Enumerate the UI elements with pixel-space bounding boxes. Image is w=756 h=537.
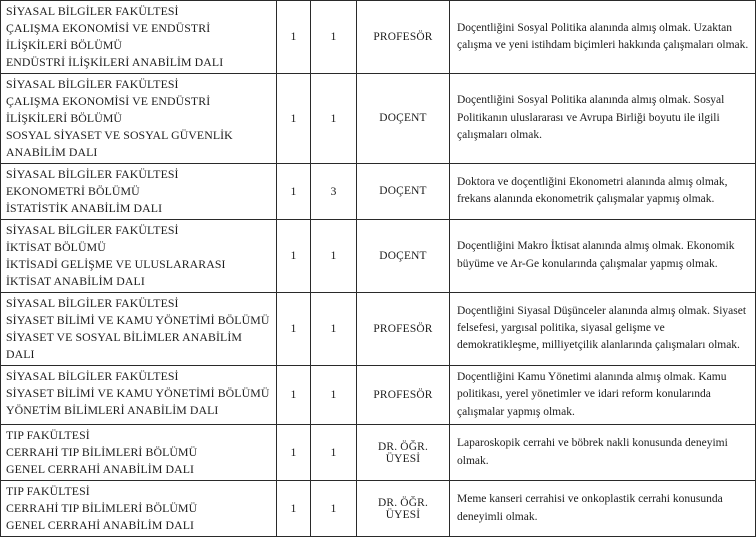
grade-cell: 1 xyxy=(277,73,311,163)
department-name: ÇALIŞMA EKONOMİSİ VE ENDÜSTRİ İLİŞKİLERİ BÖLÜMÜ xyxy=(6,93,211,125)
department-name: CERRAHİ TIP BİLİMLERİ BÖLÜMÜ xyxy=(6,501,198,516)
program-name: YÖNETİM BİLİMLERİ ANABİLİM DALI xyxy=(6,402,219,417)
requirement-cell: Doktora ve doçentliğini Ekonometri alanında almış olmak, frekans alanında ekonometrik çalışmalar yapmış olmak. xyxy=(450,163,756,219)
grade-cell: 1 xyxy=(277,1,311,74)
department-name: EKONOMETRİ BÖLÜMÜ xyxy=(6,183,140,198)
requirement-cell: Doçentliğini Sosyal Politika alanında almış olmak. Sosyal Politikanın uluslararası ve Avrupa Birliği boyutu ile ilgili çalışmaları olmak. xyxy=(450,73,756,163)
faculty-name: SİYASAL BİLGİLER FAKÜLTESİ xyxy=(6,368,179,383)
unit-cell xyxy=(1,425,277,481)
grade-cell: 1 xyxy=(277,292,311,365)
faculty-name: SİYASAL BİLGİLER FAKÜLTESİ xyxy=(6,76,179,91)
faculty-name: TIP FAKÜLTESİ xyxy=(6,428,90,443)
requirement-cell: Doçentliğini Makro İktisat alanında almış olmak. Ekonomik büyüme ve Ar-Ge konularında çalışmalar yapmış olmak. xyxy=(450,219,756,292)
grade-cell: 1 xyxy=(277,163,311,219)
count-cell: 1 xyxy=(311,219,357,292)
unit-cell xyxy=(1,365,277,424)
position-title-cell: DR. ÖĞR. ÜYESİ xyxy=(357,425,450,481)
grade-cell: 1 xyxy=(277,481,311,537)
unit-cell xyxy=(1,163,277,219)
department-name: SİYASET BİLİMİ VE KAMU YÖNETİMİ BÖLÜMÜ xyxy=(6,385,270,400)
position-title-cell: DOÇENT xyxy=(357,219,450,292)
faculty-name: SİYASAL BİLGİLER FAKÜLTESİ xyxy=(6,4,179,18)
grade-cell: 1 xyxy=(277,425,311,481)
table-row xyxy=(1,292,756,365)
program-name: GENEL CERRAHİ ANABİLİM DALI xyxy=(6,518,195,533)
requirement-cell: Meme kanseri cerrahisi ve onkoplastik cerrahi konusunda deneyimli olmak. xyxy=(450,481,756,537)
count-cell: 1 xyxy=(311,73,357,163)
position-title-cell: DR. ÖĞR. ÜYESİ xyxy=(357,481,450,537)
unit-cell xyxy=(1,219,277,292)
table-row xyxy=(1,481,756,537)
department-name: İKTİSAT BÖLÜMÜ xyxy=(6,239,106,254)
table-row xyxy=(1,219,756,292)
program-name: SİYASET VE SOSYAL BİLİMLER ANABİLİM DALI xyxy=(6,329,242,361)
position-title-cell: DOÇENT xyxy=(357,73,450,163)
table-row xyxy=(1,425,756,481)
department-name: SİYASET BİLİMİ VE KAMU YÖNETİMİ BÖLÜMÜ xyxy=(6,312,270,327)
department-name: ÇALIŞMA EKONOMİSİ VE ENDÜSTRİ İLİŞKİLERİ BÖLÜMÜ xyxy=(6,20,211,52)
grade-cell: 1 xyxy=(277,219,311,292)
count-cell: 1 xyxy=(311,481,357,537)
requirement-cell: Doçentliğini Siyasal Düşünceler alanında almış olmak. Siyaset felsefesi, yargısal politika, siyasal gelişme ve demokratikleşme, milliyetçilik alanlarında çalışmaları olmak. xyxy=(450,292,756,365)
department-name: CERRAHİ TIP BİLİMLERİ BÖLÜMÜ xyxy=(6,445,198,460)
table-row xyxy=(1,163,756,219)
count-cell: 1 xyxy=(311,425,357,481)
count-cell: 1 xyxy=(311,1,357,74)
faculty-name: SİYASAL BİLGİLER FAKÜLTESİ xyxy=(6,222,179,237)
program-name: İKTİSADİ GELİŞME VE ULUSLARARASI İKTİSAT ANABİLİM DALI xyxy=(6,256,226,288)
program-name: SOSYAL SİYASET VE SOSYAL GÜVENLİK ANABİLİM DALI xyxy=(6,127,233,159)
position-title-cell: PROFESÖR xyxy=(357,1,450,74)
unit-cell xyxy=(1,1,277,74)
unit-cell xyxy=(1,73,277,163)
table-row xyxy=(1,1,756,74)
position-title-cell: DOÇENT xyxy=(357,163,450,219)
faculty-name: TIP FAKÜLTESİ xyxy=(6,484,90,499)
count-cell: 3 xyxy=(311,163,357,219)
faculty-name: SİYASAL BİLGİLER FAKÜLTESİ xyxy=(6,295,179,310)
program-name: İSTATİSTİK ANABİLİM DALI xyxy=(6,200,163,215)
table-body xyxy=(1,1,756,537)
requirement-cell: Doçentliğini Kamu Yönetimi alanında almış olmak. Kamu politikası, yerel yönetimler ve idari reform konularında çalışmalar yapmış olmak. xyxy=(450,365,756,424)
program-name: GENEL CERRAHİ ANABİLİM DALI xyxy=(6,462,195,477)
count-cell: 1 xyxy=(311,365,357,424)
unit-cell xyxy=(1,481,277,537)
position-title-cell: PROFESÖR xyxy=(357,292,450,365)
table-row xyxy=(1,365,756,424)
program-name: ENDÜSTRİ İLİŞKİLERİ ANABİLİM DALI xyxy=(6,54,224,69)
requirement-cell: Laparoskopik cerrahi ve böbrek nakli konusunda deneyimi olmak. xyxy=(450,425,756,481)
faculty-name: SİYASAL BİLGİLER FAKÜLTESİ xyxy=(6,166,179,181)
table-row xyxy=(1,73,756,163)
unit-cell xyxy=(1,292,277,365)
grade-cell: 1 xyxy=(277,365,311,424)
requirement-cell: Doçentliğini Sosyal Politika alanında almış olmak. Uzaktan çalışma ve yeni istihdam biçimleri hakkında çalışmaları olmak. xyxy=(450,1,756,74)
position-title-cell: PROFESÖR xyxy=(357,365,450,424)
count-cell: 1 xyxy=(311,292,357,365)
